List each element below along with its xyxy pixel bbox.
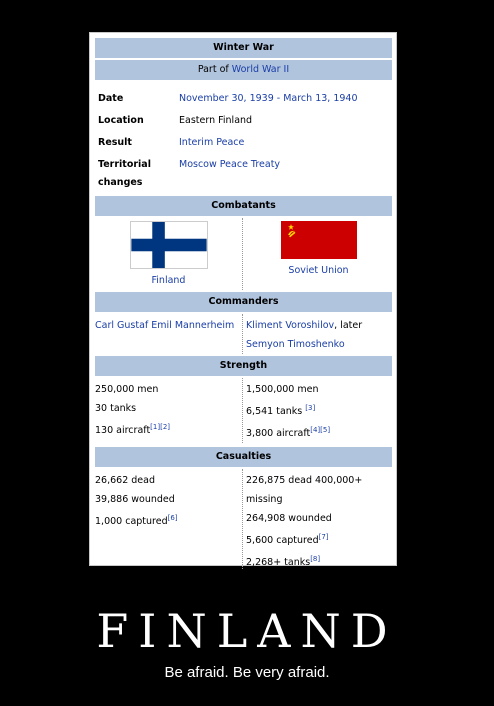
commander-soviet bbox=[243, 314, 391, 354]
date-value[interactable]: November 30, 1939 - March 13, 1940 bbox=[179, 93, 358, 104]
casualty-text: 1,000 captured bbox=[95, 516, 168, 528]
casualties-finland bbox=[95, 469, 243, 569]
citation-ref[interactable]: [1][2] bbox=[150, 423, 171, 431]
infobox bbox=[95, 38, 392, 573]
strength-line bbox=[95, 418, 242, 440]
poster-tagline: Be afraid. Be very afraid. bbox=[164, 664, 330, 681]
commanders-header: Commanders bbox=[95, 292, 392, 312]
casualty-text: 226,875 dead 400,000+ bbox=[246, 475, 363, 487]
poster-frame bbox=[89, 32, 397, 569]
strength-line bbox=[246, 399, 391, 421]
mannerheim-link[interactable]: Carl Gustaf Emil Mannerheim bbox=[95, 320, 235, 331]
location-row bbox=[95, 110, 392, 132]
location-value bbox=[179, 110, 392, 132]
soviet-union-link[interactable]: Soviet Union bbox=[288, 265, 349, 276]
result-value[interactable]: Interim Peace bbox=[179, 137, 245, 148]
citation-ref[interactable]: [7] bbox=[318, 533, 329, 542]
casualties-soviet bbox=[243, 469, 391, 572]
combatant-soviet bbox=[243, 218, 391, 290]
casualty-text: missing bbox=[246, 494, 283, 506]
part-of-header bbox=[95, 60, 392, 80]
casualty-line bbox=[246, 509, 391, 528]
infobox-title: Winter War bbox=[95, 38, 392, 58]
strength-line bbox=[95, 399, 242, 418]
strength-text: 130 aircraft bbox=[95, 425, 151, 437]
casualty-text: 2,268+ tanks bbox=[246, 557, 311, 569]
casualty-text: 39,886 wounded bbox=[95, 494, 175, 506]
casualty-text: 5,600 captured bbox=[246, 535, 319, 547]
timoshenko-link[interactable]: Semyon Timoshenko bbox=[246, 339, 345, 350]
strength-soviet bbox=[243, 378, 391, 443]
casualties-row bbox=[95, 469, 392, 572]
strength-line bbox=[95, 380, 242, 399]
poster-title: FINLAND bbox=[96, 604, 398, 658]
combatants-header: Combatants bbox=[95, 196, 392, 216]
citation-ref[interactable]: [3] bbox=[305, 404, 316, 412]
strength-line bbox=[246, 421, 391, 443]
soviet-flag-icon[interactable] bbox=[281, 221, 357, 259]
result-label: Result bbox=[98, 137, 132, 148]
casualties-header: Casualties bbox=[95, 447, 392, 467]
world-war-ii-link[interactable]: World War II bbox=[231, 64, 290, 75]
result-row bbox=[95, 132, 392, 154]
territorial-row bbox=[95, 154, 392, 192]
strength-text: 3,800 aircraft bbox=[246, 428, 311, 440]
date-label: Date bbox=[98, 93, 124, 104]
strength-header: Strength bbox=[95, 356, 392, 376]
strength-text: 1,500,000 men bbox=[246, 384, 319, 395]
territorial-label: Territorial changes bbox=[98, 159, 151, 188]
voroshilov-link[interactable]: Kliment Voroshilov bbox=[246, 320, 335, 331]
combatants-row bbox=[95, 218, 392, 290]
casualty-text: 264,908 wounded bbox=[246, 513, 332, 525]
strength-text: 6,541 tanks bbox=[246, 406, 303, 418]
casualty-line bbox=[246, 471, 391, 490]
casualty-line bbox=[246, 550, 391, 572]
commander-separator: , later bbox=[334, 320, 363, 331]
combatant-finland bbox=[95, 218, 243, 290]
casualty-line bbox=[95, 509, 242, 531]
finland-link[interactable]: Finland bbox=[151, 275, 186, 286]
part-of-prefix: Part of bbox=[197, 64, 229, 75]
location-label: Location bbox=[98, 115, 144, 126]
location-text: Eastern Finland bbox=[179, 115, 253, 126]
casualty-text: 26,662 dead bbox=[95, 475, 155, 487]
casualty-line bbox=[95, 490, 242, 509]
casualty-line bbox=[95, 471, 242, 490]
casualty-line bbox=[246, 528, 391, 550]
citation-ref[interactable]: [6] bbox=[167, 514, 178, 523]
strength-finland bbox=[95, 378, 243, 443]
strength-row bbox=[95, 378, 392, 443]
date-row bbox=[95, 88, 392, 110]
territorial-value[interactable]: Moscow Peace Treaty bbox=[179, 159, 281, 170]
citation-ref[interactable]: [8] bbox=[310, 555, 321, 564]
strength-text: 30 tanks bbox=[95, 403, 137, 414]
commander-finland bbox=[95, 314, 243, 354]
strength-line bbox=[246, 380, 391, 399]
finland-flag-icon[interactable] bbox=[130, 221, 208, 269]
casualty-line bbox=[246, 490, 391, 509]
strength-text: 250,000 men bbox=[95, 384, 159, 395]
citation-ref[interactable]: [4][5] bbox=[310, 426, 331, 435]
commanders-row bbox=[95, 314, 392, 354]
